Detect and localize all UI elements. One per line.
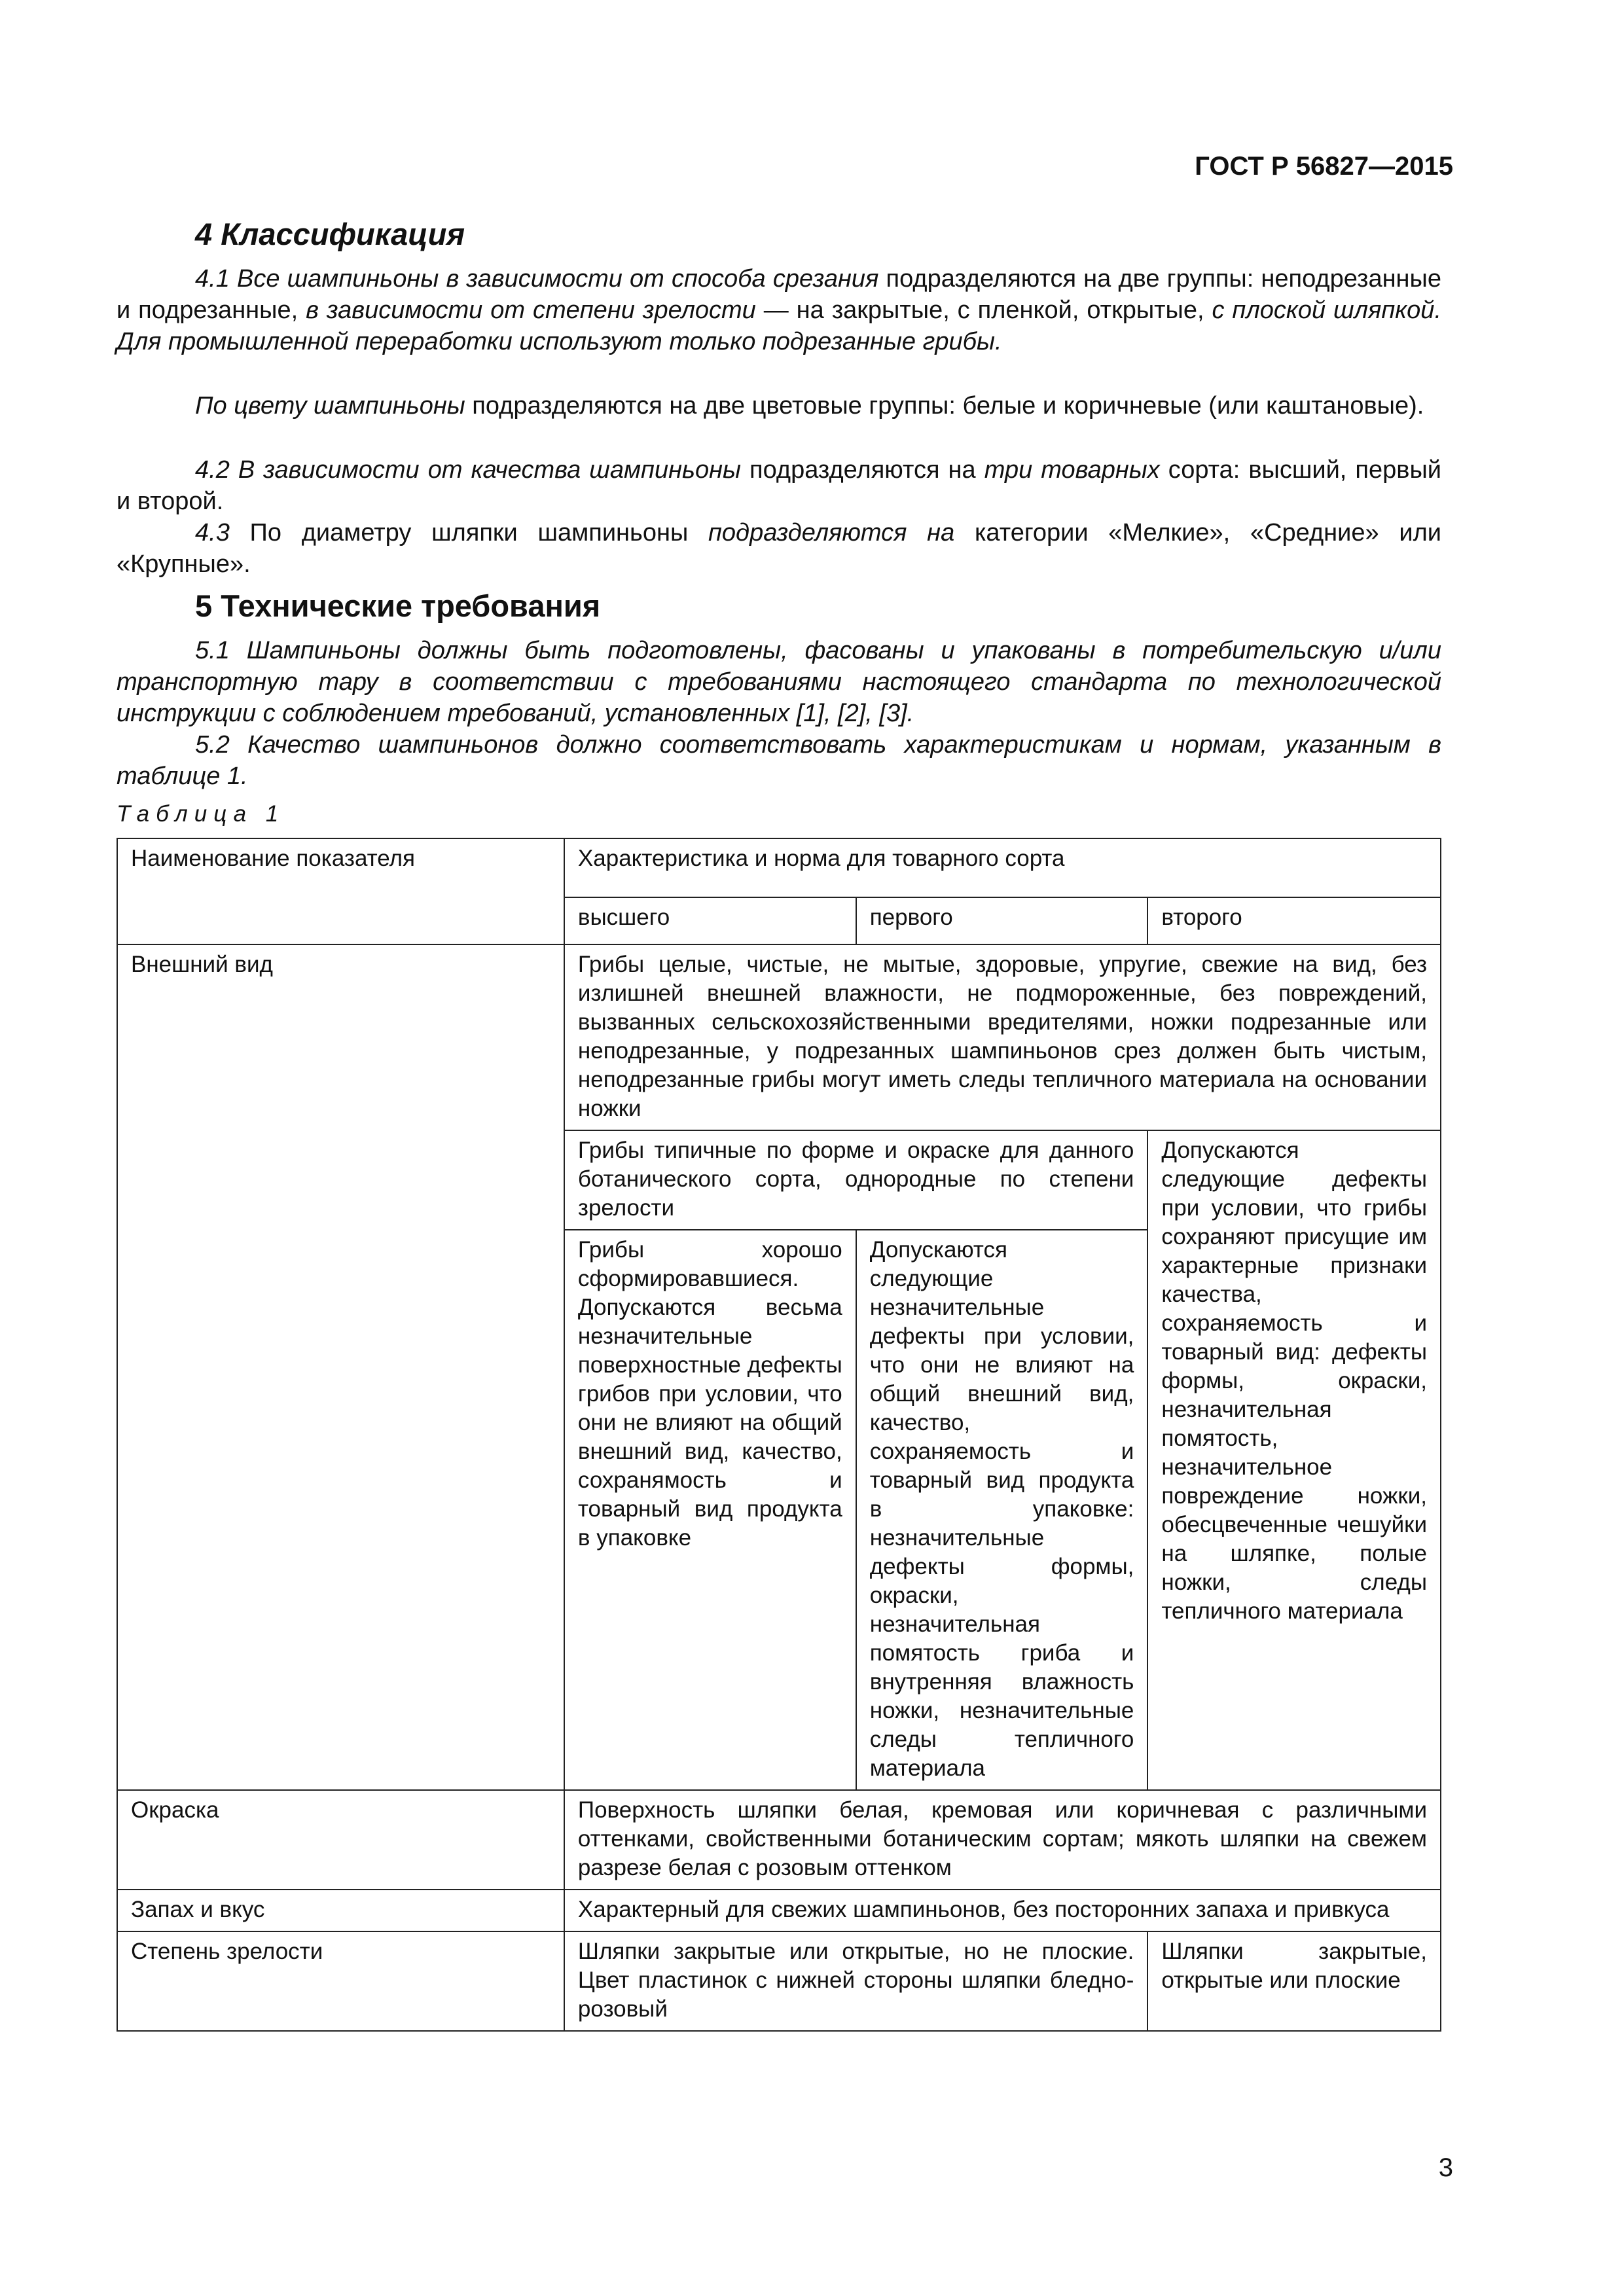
header-grade-high: высшего <box>564 897 856 944</box>
row-label-maturity: Степень зрелости <box>117 1931 564 2031</box>
table-caption: Таблица 1 <box>117 801 285 827</box>
maturity-high-first: Шляпки закрытые или открытые, но не плоские. Цвет пластинок с нижней стороны шляпки бледно-розовый <box>564 1931 1147 2031</box>
text-italic: в зависимости от степени зрелости <box>306 296 756 324</box>
row-label-color: Окраска <box>117 1790 564 1890</box>
maturity-second: Шляпки закрытые, открытые или плоские <box>1147 1931 1441 2031</box>
section-4-title: 4 Классификация <box>195 217 465 251</box>
quality-table <box>117 838 1441 2032</box>
appearance-first: Допускаются следующие незначительные дефекты при условии, что они не влияют на общий внешний вид, качество, сохраняемость и товарный вид продукта в упаковке: незначительные дефекты формы, окраски, незначительная помятость гриба и внутренняя влажность ножки, незначительные следы тепличного материала <box>856 1230 1148 1790</box>
paragraph-4-1 <box>117 263 1441 357</box>
text-italic: По цвету шампиньоны <box>195 392 465 420</box>
text-italic: 4.3 <box>195 519 230 547</box>
paragraph-5-2: 5.2 Качество шампиньонов должно соответствовать характеристикам и нормам, указанным в таблице 1. <box>117 731 1441 790</box>
text: подразделяются на две группы: неподрезанные и подрезанные, <box>117 265 1441 324</box>
paragraph-4-3 <box>117 517 1441 580</box>
text-italic: 4.2 В зависимости от качества шампиньоны <box>195 456 741 484</box>
row-label-smell: Запах и вкус <box>117 1890 564 1931</box>
header-grade-first: первого <box>856 897 1148 944</box>
table-row <box>117 944 1441 1130</box>
page-number: 3 <box>1438 2153 1453 2182</box>
paragraph-color-groups <box>117 390 1441 422</box>
paragraph-4-2 <box>117 454 1441 517</box>
appearance-second: Допускаются следующие дефекты при условии, что грибы сохраняют присущие им характерные признаки качества, сохраняемость и товарный вид: дефекты формы, окраски, незначительная помятость, незначительное повреждение ножки, обесцвеченные чешуйки на шляпке, полые ножки, следы тепличного материала <box>1147 1130 1441 1790</box>
text: По диаметру шляпки шампиньоны <box>229 519 709 547</box>
appearance-high: Грибы хорошо сформировавшиеся. Допускаются весьма незначительные поверхностные дефекты грибов при условии, что они не влияют на общий внешний вид, качество, сохранямость и товарный вид продукта в упаковке <box>564 1230 856 1790</box>
text: категории «Мелкие», «Средние» или «Крупные». <box>117 519 1441 578</box>
text: — на закрытые, с пленкой, открытые, <box>755 296 1212 324</box>
document-id: ГОСТ Р 56827—2015 <box>1195 152 1453 181</box>
table-row <box>117 1790 1441 1890</box>
header-indicator-name: Наименование показателя <box>117 838 564 944</box>
text-italic: три товарных <box>984 456 1160 484</box>
smell-all-grades: Характерный для свежих шампиньонов, без посторонних запаха и привкуса <box>564 1890 1441 1931</box>
section-5-title: 5 Технические требования <box>195 588 601 623</box>
text-italic: с плоской шляпкой. Для промышленной переработки используют только подрезанные грибы. <box>117 296 1441 355</box>
row-label-appearance: Внешний вид <box>117 944 564 1790</box>
paragraph-5-1: 5.1 Шампиньоны должны быть подготовлены, фасованы и упакованы в потребительскую и/или транспортную тару в соответствии с требованиями настоящего стандарта по технологической инструкции с соблюдением требований, установленных [1], [2], [3]. <box>117 637 1441 727</box>
table-header-row <box>117 838 1441 897</box>
color-all-grades: Поверхность шляпки белая, кремовая или коричневая с различными оттенками, свойственными ботаническим сортам; мякоть шляпки на свежем разрезе белая с розовым оттенком <box>564 1790 1441 1890</box>
table-row <box>117 1931 1441 2031</box>
text: подразделяются на <box>740 456 984 484</box>
appearance-all-grades: Грибы целые, чистые, не мытые, здоровые, упругие, свежие на вид, без излишней внешней влажности, не подмороженные, без повреждений, вызванных сельскохозяйственными вредителями, ножки подрезанные или неподрезанные, у подрезанных шампиньонов срез должен быть чистым, неподрезанные грибы могут иметь следы тепличного материала на основании ножки <box>564 944 1441 1130</box>
header-characteristic: Характеристика и норма для товарного сорта <box>564 838 1441 897</box>
text: сорта: высший, первый и второй. <box>117 456 1441 515</box>
header-grade-second: второго <box>1147 897 1441 944</box>
text-italic: 4.1 Все шампиньоны в зависимости от способа срезания <box>195 265 879 293</box>
appearance-high-first: Грибы типичные по форме и окраске для данного ботанического сорта, однородные по степени зрелости <box>564 1130 1147 1230</box>
text: подразделяются на две цветовые группы: белые и коричневые (или каштановые). <box>465 392 1424 420</box>
text-italic: подразделяются на <box>708 519 955 547</box>
table-row <box>117 1890 1441 1931</box>
